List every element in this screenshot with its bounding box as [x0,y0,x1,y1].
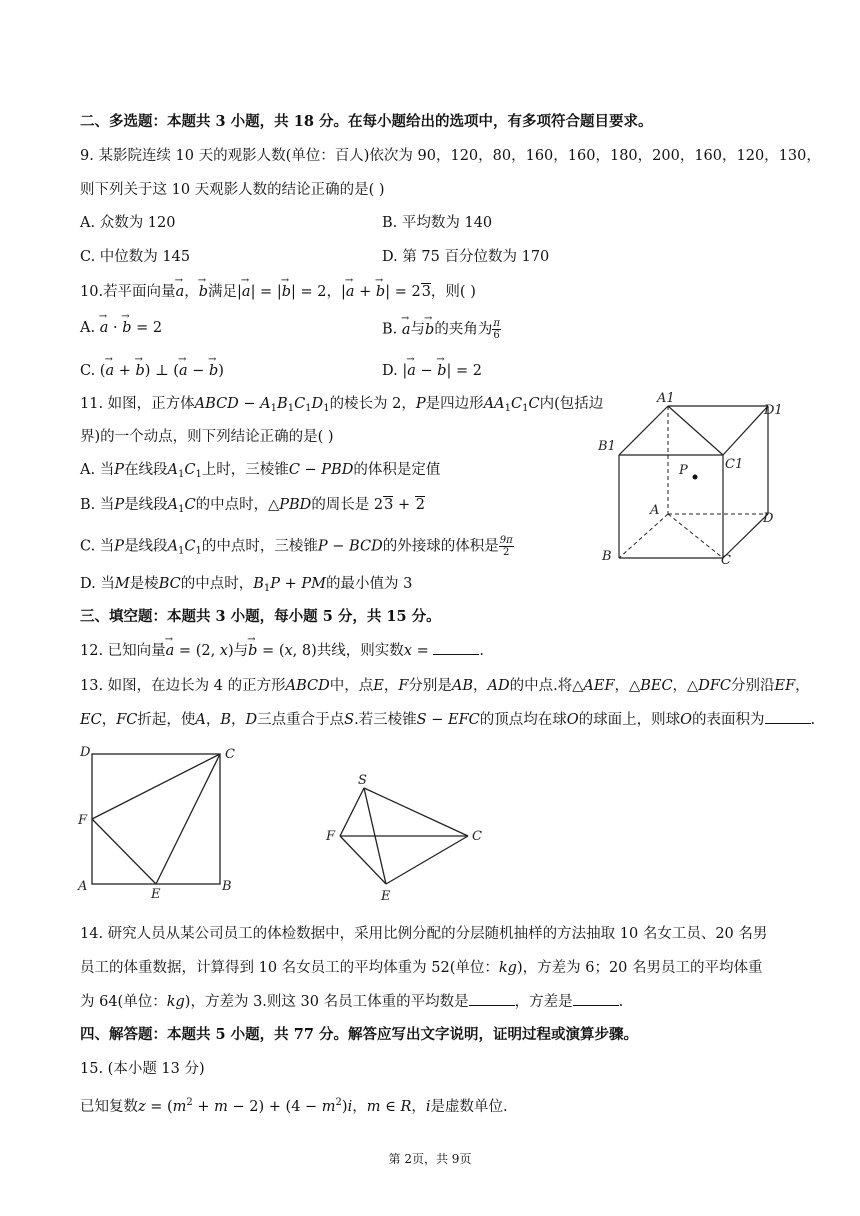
cube-figure [592,388,792,568]
q9-option-b: B. 平均数为 140 [382,215,493,231]
q9-stem-line1: 9. 某影院连续 10 天的观影人数(单位：百人)依次为 90，120，80，160，160，180，200，160，120，130， [80,148,821,164]
q10-stem: 10.若平面向量→ a，→ b满足|→ a| = |→ b| = 2，|→ a + → b| = 23，则( ) [80,282,476,302]
label-f: F [326,829,336,844]
label-a1: A1 [657,391,675,406]
section-3-header: 三、填空题：本题共 3 小题，每小题 5 分，共 15 分。 [80,608,441,625]
label-d: D [763,511,774,526]
q10-option-b: B. → a与→ b的夹角为 $\frac{\pi}{6}$ [382,318,501,341]
q9-option-d: D. 第 75 百分位数为 170 [382,249,550,265]
q13-answer-blank[interactable] [765,723,811,724]
q11-option-b: B. 当P是线段$A_1C$的中点时，△PBD的周长是 23 + 2 [80,497,425,515]
q14-line2: 员工的体重数据，计算得到 10 名女员工的平均体重为 52(单位：kg)，方差为 6；20 名男员工的平均体重 [80,960,763,976]
section-2-header: 二、多选题：本题共 3 小题，共 18 分。在每小题给出的选项中，有多项符合题目要求。 [80,113,653,130]
q14-line3: 为 64(单位：kg)，方差为 3.则这 30 名员工体重的平均数是 ，方差是 . [80,994,624,1010]
q13-stem-line1: 13. 如图，在边长为 4 的正方形ABCD中，点E，F分别是AB，AD的中点.将△AEF，△BEC，△DFC分别沿EF， [80,678,810,694]
q13-stem-line2: EC，FC折起，使A，B，D三点重合于点S.若三棱锥S − EFC的顶点均在球O的球面上，则球O的表面积为 . [80,712,816,728]
q9-stem-line2: 则下列关于这 10 天观影人数的结论正确的是( ) [80,182,385,198]
label-d: D [80,745,91,760]
q11-stem-line1: 11. 如图，正方体ABCD − $A_1B_1C_1D_1$的棱长为 2，P是四边形$AA_1C_1C$内(包括边 [80,396,604,414]
label-c1: C1 [725,457,744,472]
q10-option-d: D. |→ a − → b| = 2 [382,361,482,381]
q11-option-d: D. 当M是棱BC的中点时，$B_1P$ + PM的最小值为 3 [80,576,413,594]
tetrahedron-figure [322,766,492,906]
point-p-marker [693,475,698,480]
q9-option-a: A. 众数为 120 [80,215,176,231]
label-d1: D1 [764,403,783,418]
label-a: A [78,879,88,894]
q14-mean-blank[interactable] [469,1005,515,1006]
square-figure [74,740,246,900]
q11-option-c: C. 当P是线段$A_1C_1$的中点时，三棱锥P − BCD的外接球的体积是 $\frac{9\pi}{2}$ [80,535,513,558]
label-c: C [472,829,482,844]
label-f: F [78,813,88,828]
q9-option-c: C. 中位数为 145 [80,249,191,265]
q10-option-a: A. → a · → b = 2 [80,318,162,338]
q15-title: 15. (本小题 13 分) [80,1061,205,1077]
label-a: A [650,503,660,518]
label-c: C [225,747,235,762]
label-b: B [222,879,232,894]
q14-variance-blank[interactable] [573,1005,619,1006]
q12-answer-blank[interactable] [433,654,479,655]
page-footer: 第 2页，共 9页 [388,1152,472,1166]
q11-option-a: A. 当P在线段$A_1C_1$上时，三棱锥C − PBD的体积是定值 [80,462,441,480]
q11-stem-line2: 界)的一个动点，则下列结论正确的是( ) [80,429,334,445]
q15-stem: 已知复数$z = (m^2 + m - 2) + (4 - m^2)i$，m ∈ R，i是虚数单位. [80,1097,508,1115]
label-c: C [721,553,731,568]
label-p: P [679,463,688,478]
label-b: B [602,549,612,564]
label-e: E [151,887,161,900]
label-s: S [358,773,367,788]
label-e: E [381,889,391,904]
q10-option-c: C. (→ a + → b) ⊥ (→ a − → b) [80,361,224,381]
label-b1: B1 [598,439,616,454]
section-4-header: 四、解答题：本题共 5 小题，共 77 分。解答应写出文字说明，证明过程或演算步骤。 [80,1026,638,1043]
q12-stem: 12. 已知向量→ a = (2, x)与→ b = (x, 8)共线，则实数x = . [80,641,484,661]
q14-line1: 14. 研究人员从某公司员工的体检数据中，采用比例分配的分层随机抽样的方法抽取 10 名女工员、20 名男 [80,926,768,942]
